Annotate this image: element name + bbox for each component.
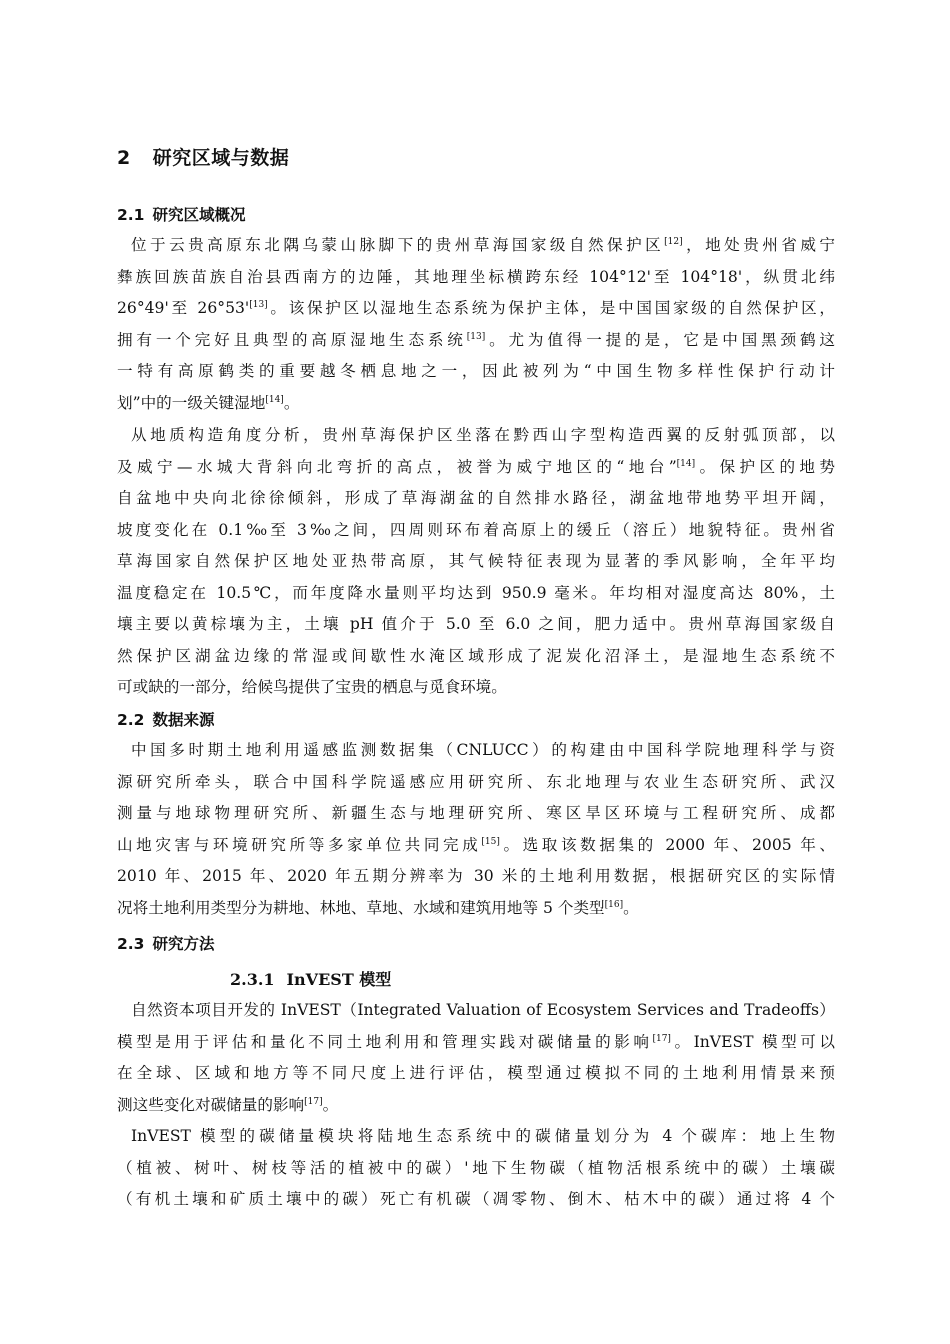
- subsection-title: 数据来源: [152, 711, 215, 729]
- text-run: （有机土壤和矿质土壤中的碳）死亡有机碳（凋零物、倒木、枯木中的碳）通过将 4 个: [117, 1190, 835, 1208]
- text-line: [117, 1189, 835, 1209]
- text-run: 自盆地中央向北徐徐倾斜，形成了草海湖盆的自然排水路径，湖盆地带地势平坦开阔，: [117, 489, 835, 507]
- citation-ref: [14]: [265, 394, 284, 405]
- citation-ref: [14]: [676, 458, 696, 469]
- text-run: 。该保护区以湿地生态系统为保护主体，是中国国家级的自然保护区，: [267, 299, 835, 317]
- subsubsection-title: InVEST 模型: [286, 970, 392, 989]
- text-line: [117, 646, 835, 666]
- text-line: [117, 520, 835, 540]
- text-line: [117, 1158, 835, 1178]
- text-run: 可或缺的一部分，给候鸟提供了宝贵的栖息与觅食环境。: [117, 678, 507, 696]
- text-line: [117, 677, 835, 697]
- text-line: [117, 772, 835, 792]
- text-run: 拥有一个完好且典型的高原湿地生态系统: [117, 330, 467, 349]
- text-line: [117, 361, 835, 381]
- subsubsection-heading-2-3-1: [230, 967, 391, 990]
- citation-ref: [15]: [481, 836, 500, 847]
- text-line: [117, 898, 835, 918]
- text-run: 2010 年、2015 年、2020 年五期分辨率为 30 米的土地利用数据，根据研究区的实际情: [117, 867, 835, 885]
- text-line: [131, 425, 835, 445]
- section-title: 研究区域与数据: [152, 147, 290, 169]
- text-run: 划”中的一级关键湿地: [117, 393, 266, 412]
- text-line: [117, 803, 835, 823]
- text-run: 然保护区湖盆边缘的常湿或间歇性水淹区域形成了泥炭化沼泽土，是湿地生态系统不: [117, 646, 835, 665]
- text-run: 在全球、区域和地方等不同尺度上进行评估，模型通过模拟不同的土地利用情景来预: [117, 1064, 835, 1082]
- text-line: [117, 1095, 835, 1115]
- text-run: 测这些变化对碳储量的影响: [117, 1095, 305, 1114]
- subsection-heading-2-3: [117, 932, 214, 954]
- text-run: 测量与地球物理研究所、新疆生态与地理研究所、寒区旱区环境与工程研究所、成都: [117, 804, 835, 822]
- subsection-number: 2.1: [117, 206, 145, 224]
- text-run: 位于云贵高原东北隅乌蒙山脉脚下的贵州草海国家级自然保护区: [131, 236, 665, 254]
- text-line: [117, 1032, 835, 1052]
- section-heading: [117, 143, 289, 170]
- text-run: 坡度变化在 0.1‰至 3‰之间，四周则环布着高原上的缓丘（溶丘）地貌特征。贵州省: [117, 520, 835, 539]
- text-line: [117, 835, 835, 855]
- section-number: 2: [117, 147, 131, 169]
- text-run: 山地灾害与环境研究所等多家单位共同完成: [117, 835, 482, 854]
- text-run: 。: [322, 1095, 339, 1114]
- text-line: [117, 488, 835, 508]
- text-run: 。InVEST 模型可以: [670, 1032, 835, 1051]
- text-line: [117, 267, 835, 287]
- subsection-number: 2.2: [117, 711, 145, 729]
- text-run: 中国多时期土地利用遥感监测数据集（CNLUCC）的构建由中国科学院地理科学与资: [131, 741, 835, 759]
- text-run: 从地质构造角度分析，贵州草海保护区坐落在黔西山字型构造西翼的反射弧顶部，以: [131, 426, 835, 444]
- text-line: [117, 457, 835, 477]
- text-run: 。: [623, 898, 639, 917]
- text-run: 一特有高原鹤类的重要越冬栖息地之一，因此被列为“中国生物多样性保护行动计: [117, 362, 835, 380]
- text-run: 草海国家自然保护区地处亚热带高原，其气候特征表现为显著的季风影响，全年平均: [117, 552, 835, 570]
- subsection-title: 研究区域概况: [152, 206, 246, 224]
- text-run: 及威宁—水城大背斜向北弯折的高点，被誉为威宁地区的“地台”: [117, 457, 677, 476]
- text-run: 温度稳定在 10.5℃，而年度降水量则平均达到 950.9 毫米。年均相对湿度高达 80%，土: [117, 583, 835, 602]
- text-line: [117, 298, 835, 318]
- text-run: 彝族回族苗族自治县西南方的边陲，其地理坐标横跨东经 104°12'至 104°18'，纵贯北纬: [117, 267, 835, 286]
- text-run: InVEST 模型的碳储量模块将陆地生态系统中的碳储量划分为 4 个碳库：地上生物: [131, 1127, 835, 1145]
- subsection-title: 研究方法: [152, 935, 215, 953]
- citation-ref: [17]: [652, 1033, 671, 1044]
- text-line: [131, 1126, 835, 1146]
- text-line: [117, 583, 835, 603]
- subsection-number: 2.3: [117, 935, 145, 953]
- citation-ref: [12]: [664, 237, 683, 247]
- text-run: ，地处贵州省威宁: [682, 236, 835, 254]
- subsection-heading-2-2: [117, 708, 214, 730]
- text-line: [117, 1063, 835, 1083]
- text-line: [131, 1000, 835, 1020]
- text-line: [117, 614, 835, 634]
- text-run: 。选取该数据集的 2000 年、2005 年、: [499, 835, 835, 854]
- text-run: 自然资本项目开发的 InVEST（Integrated Valuation of Ecosystem Services and Tradeoffs）: [131, 1001, 835, 1019]
- text-run: 源研究所牵头，联合中国科学院遥感应用研究所、东北地理与农业生态研究所、武汉: [117, 772, 835, 791]
- text-run: 。: [283, 393, 300, 412]
- text-run: 26°49'至 26°53': [117, 299, 250, 317]
- subsection-heading-2-1: [117, 203, 245, 225]
- text-line: [131, 235, 835, 255]
- text-run: （植被、树叶、树枝等活的植被中的碳）'地下生物碳（植物活根系统中的碳）土壤碳: [117, 1158, 835, 1177]
- text-line: [117, 866, 835, 886]
- citation-ref: [13]: [466, 331, 486, 342]
- citation-ref: [17]: [304, 1096, 323, 1107]
- text-run: 。尤为值得一提的是，它是中国黑颈鹤这: [485, 330, 835, 349]
- text-line: [117, 393, 835, 413]
- citation-ref: [13]: [249, 300, 268, 310]
- subsubsection-number: 2.3.1: [230, 970, 275, 989]
- text-run: 壤主要以黄棕壤为主，土壤 pH 值介于 5.0 至 6.0 之间，肥力适中。贵州草海国家级自: [117, 615, 835, 633]
- text-line: [117, 330, 835, 350]
- text-run: 况将土地利用类型分为耕地、林地、草地、水域和建筑用地等 5 个类型: [117, 898, 605, 917]
- text-line: [117, 551, 835, 571]
- text-run: 模型是用于评估和量化不同土地利用和管理实践对碳储量的影响: [117, 1032, 653, 1051]
- citation-ref: [16]: [604, 899, 624, 910]
- text-line: [131, 740, 835, 760]
- text-run: 。保护区的地势: [695, 457, 835, 476]
